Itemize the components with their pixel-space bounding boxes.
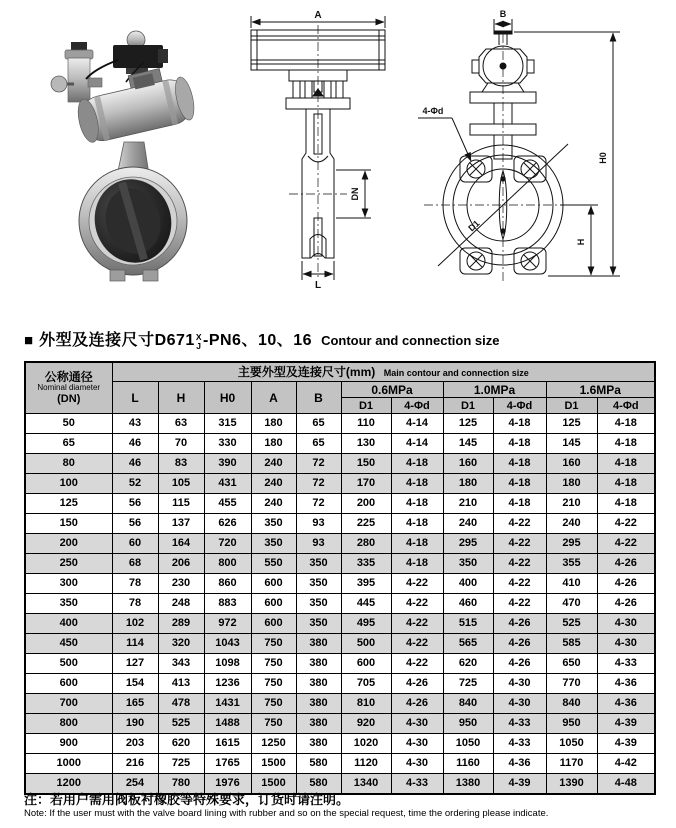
value-cell: 380 — [296, 714, 341, 734]
table-row — [25, 734, 655, 754]
table-row — [25, 554, 655, 574]
dn-cell: 1200 — [25, 774, 112, 795]
value-cell: 200 — [341, 494, 391, 514]
value-cell: 4-26 — [493, 614, 546, 634]
value-cell: 115 — [158, 494, 204, 514]
value-cell: 1050 — [443, 734, 493, 754]
value-cell: 1488 — [204, 714, 251, 734]
value-cell: 600 — [251, 614, 296, 634]
nominal-cn: 公称通径 — [44, 369, 93, 384]
value-cell: 127 — [112, 654, 158, 674]
value-cell: 495 — [341, 614, 391, 634]
dn-cell: 800 — [25, 714, 112, 734]
value-cell: 102 — [112, 614, 158, 634]
value-cell: 206 — [158, 554, 204, 574]
table-row — [25, 614, 655, 634]
value-cell: 68 — [112, 554, 158, 574]
dim-b-label: B — [499, 9, 507, 19]
value-cell: 350 — [296, 554, 341, 574]
value-cell: 4-26 — [391, 674, 443, 694]
section-marker: ■ — [24, 332, 34, 349]
value-cell: 350 — [296, 594, 341, 614]
header-4phid: 4-Φd — [391, 398, 443, 414]
header-A: A — [251, 382, 296, 414]
table-row — [25, 694, 655, 714]
value-cell: 335 — [341, 554, 391, 574]
value-cell: 750 — [251, 654, 296, 674]
value-cell: 410 — [546, 574, 597, 594]
section-title-en: Contour and connection size — [321, 333, 500, 348]
dim-h0-label: H0 — [598, 152, 608, 164]
value-cell: 1050 — [546, 734, 597, 754]
value-cell: 455 — [204, 494, 251, 514]
header-d1: D1 — [341, 398, 391, 414]
table-row — [25, 534, 655, 554]
value-cell: 4-22 — [493, 574, 546, 594]
dn-cell: 700 — [25, 694, 112, 714]
value-cell: 1120 — [341, 754, 391, 774]
dn-cell: 250 — [25, 554, 112, 574]
value-cell: 810 — [341, 694, 391, 714]
value-cell: 114 — [112, 634, 158, 654]
value-cell: 413 — [158, 674, 204, 694]
value-cell: 4-48 — [597, 774, 655, 795]
value-cell: 800 — [204, 554, 251, 574]
value-cell: 248 — [158, 594, 204, 614]
value-cell: 780 — [158, 774, 204, 795]
dn-cell: 300 — [25, 574, 112, 594]
value-cell: 160 — [546, 454, 597, 474]
table-row — [25, 414, 655, 434]
value-cell: 4-26 — [597, 594, 655, 614]
value-cell: 4-18 — [391, 474, 443, 494]
value-cell: 4-22 — [391, 594, 443, 614]
value-cell: 150 — [341, 454, 391, 474]
value-cell: 1170 — [546, 754, 597, 774]
value-cell: 72 — [296, 494, 341, 514]
value-cell: 4-18 — [391, 554, 443, 574]
value-cell: 4-22 — [493, 514, 546, 534]
value-cell: 1615 — [204, 734, 251, 754]
value-cell: 180 — [546, 474, 597, 494]
value-cell: 52 — [112, 474, 158, 494]
value-cell: 350 — [296, 574, 341, 594]
value-cell: 525 — [546, 614, 597, 634]
value-cell: 56 — [112, 494, 158, 514]
value-cell: 840 — [546, 694, 597, 714]
value-cell: 240 — [546, 514, 597, 534]
value-cell: 4-18 — [391, 514, 443, 534]
value-cell: 125 — [546, 414, 597, 434]
value-cell: 295 — [443, 534, 493, 554]
header-H: H — [158, 382, 204, 414]
footnotes — [24, 792, 548, 821]
table-row — [25, 714, 655, 734]
value-cell: 4-36 — [597, 694, 655, 714]
dim-h-label: H — [576, 238, 586, 246]
value-cell: 650 — [546, 654, 597, 674]
front-view-drawing — [408, 8, 628, 290]
header-main — [112, 362, 655, 382]
value-cell: 1380 — [443, 774, 493, 795]
value-cell: 4-30 — [391, 734, 443, 754]
value-cell: 4-18 — [597, 434, 655, 454]
dn-cell: 500 — [25, 654, 112, 674]
value-cell: 343 — [158, 654, 204, 674]
value-cell: 972 — [204, 614, 251, 634]
value-cell: 4-26 — [597, 574, 655, 594]
value-cell: 154 — [112, 674, 158, 694]
table-row — [25, 434, 655, 454]
value-cell: 78 — [112, 594, 158, 614]
value-cell: 4-26 — [493, 634, 546, 654]
value-cell: 750 — [251, 714, 296, 734]
valve-body — [79, 167, 187, 275]
value-cell: 4-18 — [391, 534, 443, 554]
table-body — [25, 414, 655, 795]
value-cell: 230 — [158, 574, 204, 594]
value-cell: 1765 — [204, 754, 251, 774]
value-cell: 110 — [341, 414, 391, 434]
value-cell: 240 — [251, 474, 296, 494]
header-d1: D1 — [443, 398, 493, 414]
table-row — [25, 654, 655, 674]
product-photo — [40, 18, 235, 293]
table-row — [25, 474, 655, 494]
value-cell: 165 — [112, 694, 158, 714]
value-cell: 56 — [112, 514, 158, 534]
value-cell: 4-26 — [391, 694, 443, 714]
header-d1: D1 — [546, 398, 597, 414]
value-cell: 4-39 — [597, 734, 655, 754]
value-cell: 295 — [546, 534, 597, 554]
value-cell: 1160 — [443, 754, 493, 774]
value-cell: 1976 — [204, 774, 251, 795]
value-cell: 4-22 — [391, 574, 443, 594]
header-1-0mpa: 1.0MPa — [443, 382, 546, 398]
value-cell: 445 — [341, 594, 391, 614]
note-cn: 注：若用户需用阀板衬橡胶等特殊要求，订货时请注明。 — [24, 792, 350, 807]
value-cell: 210 — [546, 494, 597, 514]
value-cell: 4-18 — [391, 494, 443, 514]
value-cell: 4-22 — [493, 594, 546, 614]
value-cell: 4-39 — [597, 714, 655, 734]
value-cell: 125 — [443, 414, 493, 434]
value-cell: 4-14 — [391, 414, 443, 434]
dn-cell: 450 — [25, 634, 112, 654]
value-cell: 380 — [296, 694, 341, 714]
value-cell: 525 — [158, 714, 204, 734]
note-en: Note: If the user must with the valve board lining with rubber and so on the special request, time the ordering please indicate. — [24, 808, 549, 820]
value-cell: 137 — [158, 514, 204, 534]
value-cell: 4-22 — [391, 634, 443, 654]
value-cell: 920 — [341, 714, 391, 734]
value-cell: 4-18 — [597, 474, 655, 494]
value-cell: 565 — [443, 634, 493, 654]
dn-cell: 900 — [25, 734, 112, 754]
table-row — [25, 674, 655, 694]
value-cell: 4-30 — [493, 694, 546, 714]
dim-dn-label: DN — [350, 187, 360, 201]
value-cell: 4-18 — [391, 454, 443, 474]
value-cell: 225 — [341, 514, 391, 534]
value-cell: 4-36 — [597, 674, 655, 694]
dn-cell: 100 — [25, 474, 112, 494]
value-cell: 164 — [158, 534, 204, 554]
value-cell: 60 — [112, 534, 158, 554]
table-row — [25, 494, 655, 514]
value-cell: 4-22 — [597, 514, 655, 534]
value-cell: 600 — [251, 594, 296, 614]
header-L: L — [112, 382, 158, 414]
value-cell: 4-33 — [597, 654, 655, 674]
value-cell: 145 — [443, 434, 493, 454]
value-cell: 4-30 — [391, 714, 443, 734]
value-cell: 280 — [341, 534, 391, 554]
value-cell: 4-36 — [493, 754, 546, 774]
value-cell: 4-30 — [597, 634, 655, 654]
value-cell: 1250 — [251, 734, 296, 754]
value-cell: 4-33 — [493, 714, 546, 734]
dn-cell: 1000 — [25, 754, 112, 774]
value-cell: 950 — [546, 714, 597, 734]
nominal-unit: (DN) — [57, 392, 81, 405]
value-cell: 4-30 — [493, 674, 546, 694]
value-cell: 4-30 — [391, 754, 443, 774]
value-cell: 380 — [296, 734, 341, 754]
value-cell: 580 — [296, 754, 341, 774]
value-cell: 1500 — [251, 754, 296, 774]
nominal-en: Nominal diameter — [37, 382, 101, 392]
dn-cell: 400 — [25, 614, 112, 634]
value-cell: 860 — [204, 574, 251, 594]
dn-cell: 50 — [25, 414, 112, 434]
value-cell: 180 — [251, 434, 296, 454]
value-cell: 1431 — [204, 694, 251, 714]
value-cell: 478 — [158, 694, 204, 714]
value-cell: 350 — [251, 514, 296, 534]
value-cell: 43 — [112, 414, 158, 434]
value-cell: 4-42 — [597, 754, 655, 774]
value-cell: 620 — [443, 654, 493, 674]
value-cell: 190 — [112, 714, 158, 734]
header-0-6mpa: 0.6MPa — [341, 382, 443, 398]
dn-cell: 65 — [25, 434, 112, 454]
value-cell: 93 — [296, 534, 341, 554]
value-cell: 72 — [296, 474, 341, 494]
value-cell: 390 — [204, 454, 251, 474]
value-cell: 4-14 — [391, 434, 443, 454]
value-cell: 1098 — [204, 654, 251, 674]
value-cell: 620 — [158, 734, 204, 754]
value-cell: 725 — [443, 674, 493, 694]
value-cell: 4-22 — [493, 554, 546, 574]
value-cell: 46 — [112, 454, 158, 474]
header-H0: H0 — [204, 382, 251, 414]
value-cell: 725 — [158, 754, 204, 774]
header-B: B — [296, 382, 341, 414]
table-row — [25, 774, 655, 795]
header-4phid: 4-Φd — [597, 398, 655, 414]
value-cell: 1236 — [204, 674, 251, 694]
table-row — [25, 594, 655, 614]
dim-holes-label: 4-Φd — [422, 106, 444, 116]
dn-cell: 125 — [25, 494, 112, 514]
value-cell: 400 — [443, 574, 493, 594]
value-cell: 4-22 — [493, 534, 546, 554]
value-cell: 65 — [296, 414, 341, 434]
value-cell: 470 — [546, 594, 597, 614]
value-cell: 4-26 — [597, 554, 655, 574]
model-variant: X J — [195, 332, 202, 351]
value-cell: 4-33 — [391, 774, 443, 795]
value-cell: 883 — [204, 594, 251, 614]
value-cell: 240 — [251, 494, 296, 514]
header-nominal-diameter — [25, 362, 112, 414]
dn-cell: 150 — [25, 514, 112, 534]
value-cell: 216 — [112, 754, 158, 774]
value-cell: 315 — [204, 414, 251, 434]
value-cell: 65 — [296, 434, 341, 454]
value-cell: 380 — [296, 674, 341, 694]
value-cell: 4-26 — [493, 654, 546, 674]
value-cell: 380 — [296, 634, 341, 654]
value-cell: 254 — [112, 774, 158, 795]
value-cell: 4-18 — [597, 414, 655, 434]
value-cell: 626 — [204, 514, 251, 534]
value-cell: 4-22 — [597, 534, 655, 554]
value-cell: 180 — [443, 474, 493, 494]
value-cell: 600 — [251, 574, 296, 594]
value-cell: 330 — [204, 434, 251, 454]
value-cell: 170 — [341, 474, 391, 494]
value-cell: 750 — [251, 634, 296, 654]
value-cell: 350 — [443, 554, 493, 574]
value-cell: 1020 — [341, 734, 391, 754]
dn-cell: 200 — [25, 534, 112, 554]
value-cell: 350 — [251, 534, 296, 554]
main-en: Main contour and connection size — [383, 368, 529, 378]
value-cell: 4-22 — [391, 614, 443, 634]
value-cell: 1390 — [546, 774, 597, 795]
dimension-table — [24, 361, 656, 795]
value-cell: 4-18 — [493, 474, 546, 494]
dim-d1-label: D1 — [466, 218, 482, 234]
value-cell: 750 — [251, 674, 296, 694]
value-cell: 210 — [443, 494, 493, 514]
table-row — [25, 574, 655, 594]
value-cell: 70 — [158, 434, 204, 454]
dn-cell: 600 — [25, 674, 112, 694]
side-view-drawing — [243, 8, 393, 290]
table-row — [25, 514, 655, 534]
value-cell: 130 — [341, 434, 391, 454]
value-cell: 840 — [443, 694, 493, 714]
section-title — [24, 327, 499, 353]
value-cell: 180 — [251, 414, 296, 434]
value-cell: 63 — [158, 414, 204, 434]
dn-cell: 350 — [25, 594, 112, 614]
value-cell: 350 — [296, 614, 341, 634]
value-cell: 750 — [251, 694, 296, 714]
value-cell: 4-30 — [597, 614, 655, 634]
value-cell: 1340 — [341, 774, 391, 795]
value-cell: 950 — [443, 714, 493, 734]
value-cell: 380 — [296, 654, 341, 674]
value-cell: 355 — [546, 554, 597, 574]
table-row — [25, 754, 655, 774]
value-cell: 460 — [443, 594, 493, 614]
value-cell: 160 — [443, 454, 493, 474]
value-cell: 289 — [158, 614, 204, 634]
value-cell: 585 — [546, 634, 597, 654]
value-cell: 431 — [204, 474, 251, 494]
value-cell: 4-18 — [597, 494, 655, 514]
value-cell: 320 — [158, 634, 204, 654]
value-cell: 4-18 — [493, 454, 546, 474]
dn-cell: 80 — [25, 454, 112, 474]
value-cell: 4-39 — [493, 774, 546, 795]
value-cell: 600 — [341, 654, 391, 674]
value-cell: 720 — [204, 534, 251, 554]
header-4phid: 4-Φd — [493, 398, 546, 414]
dim-l-label: L — [314, 280, 322, 290]
value-cell: 1043 — [204, 634, 251, 654]
value-cell: 46 — [112, 434, 158, 454]
value-cell: 1500 — [251, 774, 296, 795]
value-cell: 550 — [251, 554, 296, 574]
dim-a-label: A — [314, 10, 322, 21]
value-cell: 240 — [443, 514, 493, 534]
value-cell: 395 — [341, 574, 391, 594]
value-cell: 105 — [158, 474, 204, 494]
value-cell: 4-22 — [391, 654, 443, 674]
section-title-cn: 外型及连接尺寸D671 X J -PN6、10、16 — [39, 332, 313, 351]
value-cell: 705 — [341, 674, 391, 694]
value-cell: 500 — [341, 634, 391, 654]
main-cn: 主要外型及连接尺寸(mm) — [237, 365, 376, 379]
value-cell: 203 — [112, 734, 158, 754]
value-cell: 4-18 — [493, 414, 546, 434]
value-cell: 4-18 — [493, 494, 546, 514]
header-1-6mpa: 1.6MPa — [546, 382, 655, 398]
value-cell: 83 — [158, 454, 204, 474]
table-row — [25, 634, 655, 654]
value-cell: 770 — [546, 674, 597, 694]
value-cell: 78 — [112, 574, 158, 594]
value-cell: 72 — [296, 454, 341, 474]
value-cell: 515 — [443, 614, 493, 634]
value-cell: 93 — [296, 514, 341, 534]
value-cell: 240 — [251, 454, 296, 474]
table-row — [25, 454, 655, 474]
value-cell: 4-18 — [493, 434, 546, 454]
value-cell: 145 — [546, 434, 597, 454]
value-cell: 4-33 — [493, 734, 546, 754]
value-cell: 580 — [296, 774, 341, 795]
value-cell: 4-18 — [597, 454, 655, 474]
